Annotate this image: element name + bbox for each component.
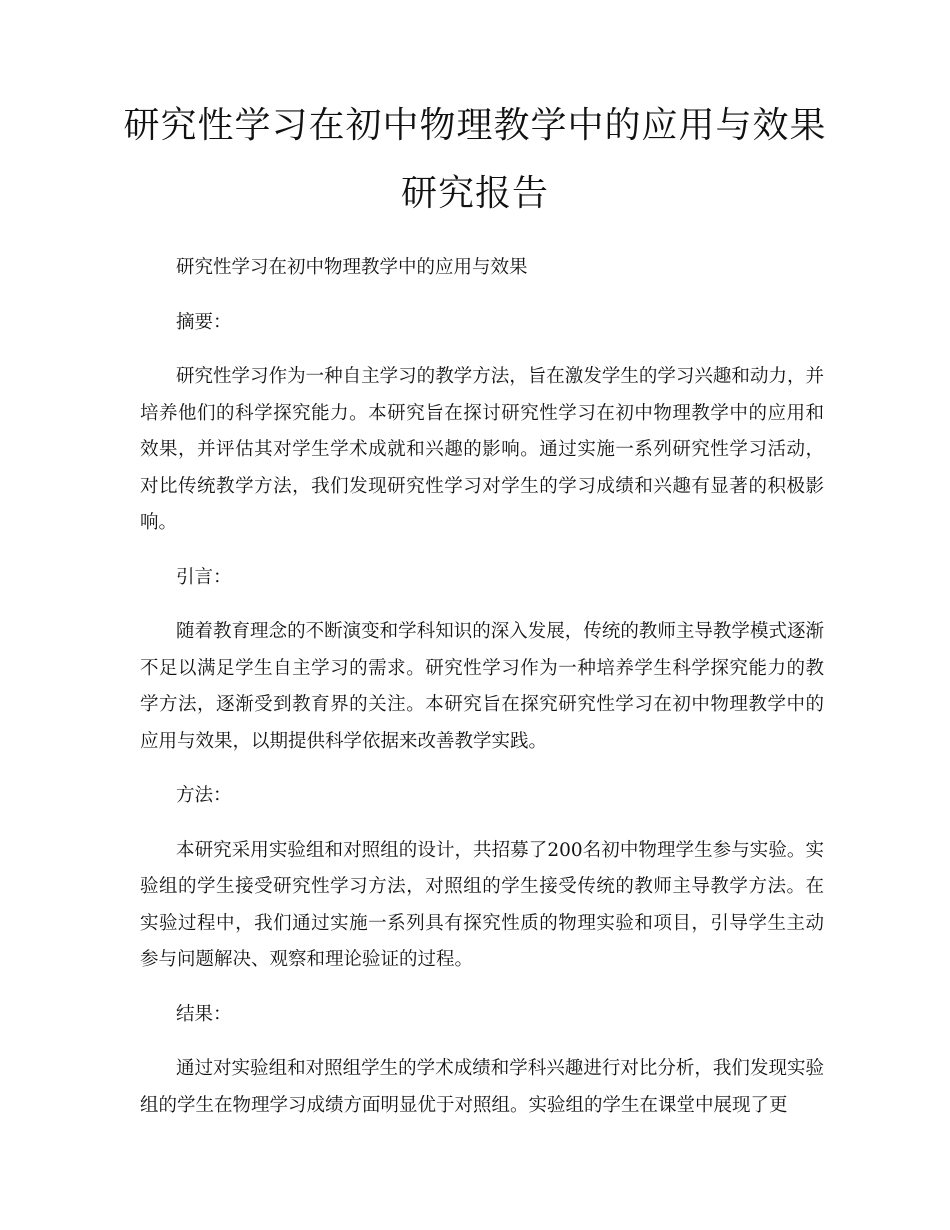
- intro-paragraph: 随着教育理念的不断演变和学科知识的深入发展，传统的教师主导教学模式逐渐不足以满足学生自主学习的需求。研究性学习作为一种培养学生科学探究能力的教学方法，逐渐受到教育界的关注。本研究旨在探究研究性学习在初中物理教学中的应用与效果，以期提供科学依据来改善教学实践。: [140, 621, 824, 752]
- document-body: [140, 250, 824, 1142]
- intro-heading: 引言：: [176, 566, 232, 588]
- method-heading: 方法：: [176, 785, 232, 806]
- abstract-heading: 摘要：: [176, 311, 232, 333]
- document-subtitle: 研究性学习在初中物理教学中的应用与效果: [176, 257, 528, 278]
- results-heading: 结果：: [176, 1003, 232, 1025]
- method-paragraph: 本研究采用实验组和对照组的设计，共招募了200名初中物理学生参与实验。实验组的学生接受研究性学习方法，对照组的学生接受传统的教师主导教学方法。在实验过程中，我们通过实施一系列具有探究性质的物理实验和项目，引导学生主动参与问题解决、观察和理论验证的过程。: [140, 839, 824, 970]
- document-title: 研究性学习在初中物理教学中的应用与效果研究报告: [123, 105, 827, 214]
- abstract-paragraph: 研究性学习作为一种自主学习的教学方法，旨在激发学生的学习兴趣和动力，并培养他们的科学探究能力。本研究旨在探讨研究性学习在初中物理教学中的应用和效果，并评估其对学生学术成就和兴趣的影响。通过实施一系列研究性学习活动，对比传统教学方法，我们发现研究性学习对学生的学习成绩和兴趣有显著的积极影响。: [140, 366, 824, 533]
- results-paragraph: 通过对实验组和对照组学生的学术成绩和学科兴趣进行对比分析，我们发现实验组的学生在物理学习成绩方面明显优于对照组。实验组的学生在课堂中展现了更: [140, 1058, 824, 1116]
